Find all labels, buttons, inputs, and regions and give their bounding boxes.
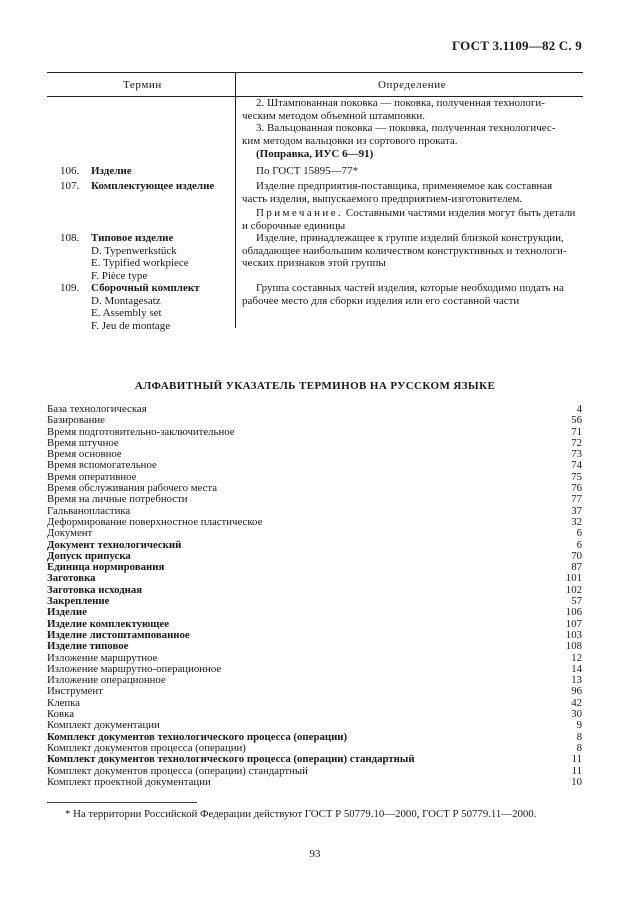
index-term: Изложение маршрутно-операционное	[47, 662, 222, 675]
index-term: Время вспомогательное	[47, 459, 157, 472]
index-entry	[47, 494, 582, 505]
index-page-ref: 103	[565, 628, 582, 641]
index-term: Изделие листоштампованное	[47, 628, 190, 641]
index-page-ref: 72	[571, 436, 582, 449]
index-list	[47, 404, 582, 788]
index-page-ref: 6	[576, 538, 582, 551]
index-page-ref: 101	[565, 572, 582, 585]
index-page-ref: 70	[571, 549, 582, 562]
index-term: Единица нормирования	[47, 561, 165, 574]
term-note: Примечание. Составными частями изделия могут быть детали и сборочные единицы	[242, 207, 576, 232]
index-page-ref: 75	[571, 470, 582, 483]
index-term: Комплект документов технологического процесса (операции)	[47, 730, 348, 743]
index-page-ref: 42	[571, 696, 582, 709]
index-entry	[47, 562, 582, 573]
term-number: 107.	[60, 180, 80, 192]
index-entry	[47, 675, 582, 686]
term-name: Изделие	[91, 165, 132, 177]
index-page-ref: 76	[571, 482, 582, 495]
index-term: Ковка	[47, 708, 75, 721]
index-term: Комплект документации	[47, 719, 160, 732]
index-term: Изложение маршрутное	[47, 651, 158, 664]
footnote-rule	[47, 802, 197, 803]
index-page-ref: 8	[576, 730, 582, 743]
column-divider	[235, 96, 236, 328]
index-entry	[47, 686, 582, 697]
index-term: Деформирование поверхностное пластическое	[47, 515, 263, 528]
term-definition: Изделие предприятия-поставщика, применяемое как составная часть изделия, выпускаемого предприятием-изготовителем.	[242, 180, 553, 205]
term-number: 106.	[60, 165, 80, 177]
index-page-ref: 30	[571, 708, 582, 721]
index-page-ref: 106	[565, 606, 582, 619]
index-page-ref: 108	[565, 640, 582, 653]
index-page-ref: 77	[571, 493, 582, 506]
index-entry	[47, 517, 582, 528]
index-term: Инструмент	[47, 685, 103, 698]
index-term: Время основное	[47, 448, 122, 461]
index-term: Изложение операционное	[47, 674, 166, 687]
index-term: Базирование	[47, 414, 105, 427]
index-page-ref: 71	[571, 425, 582, 438]
index-entry	[47, 596, 582, 607]
index-term: Изделие	[47, 606, 87, 619]
index-page-ref: 11	[571, 764, 582, 777]
index-entry	[47, 415, 582, 426]
index-page-ref: 9	[576, 719, 582, 732]
index-page-ref: 74	[571, 459, 582, 472]
term-name: Типовое изделие D. Typenwerkstück E. Typified workpiece F. Pièce type	[91, 232, 189, 282]
index-term: Изделие типовое	[47, 640, 129, 653]
index-term: Время подготовительно-заключительное	[47, 425, 235, 438]
index-page-ref: 32	[571, 515, 582, 528]
index-page-ref: 14	[571, 662, 582, 675]
index-term: Время оперативное	[47, 470, 137, 483]
index-term: База технологическая	[47, 403, 147, 415]
index-term: Время обслуживания рабочего места	[47, 482, 218, 495]
index-page-ref: 73	[571, 448, 582, 461]
index-page-ref: 57	[571, 595, 582, 608]
index-page-ref: 8	[576, 741, 582, 754]
index-entry	[47, 777, 582, 788]
index-term: Время штучное	[47, 436, 119, 449]
index-entry	[47, 698, 582, 709]
index-term: Комплект документов процесса (операции)	[47, 741, 246, 754]
index-page-ref: 13	[571, 674, 582, 687]
page-number: 93	[309, 848, 321, 860]
index-term: Гальванопластика	[47, 504, 131, 517]
index-page-ref: 10	[571, 775, 582, 788]
index-page-ref: 96	[571, 685, 582, 698]
index-page-ref: 102	[565, 583, 582, 596]
index-entry	[47, 585, 582, 596]
term-number: 108.	[60, 232, 80, 244]
index-page-ref: 6	[576, 527, 582, 540]
index-term: Комплект проектной документации	[47, 775, 211, 788]
index-entry	[47, 607, 582, 618]
index-term: Допуск припуска	[47, 549, 131, 562]
index-page-ref: 11	[571, 753, 582, 766]
column-header-term: Термин	[123, 79, 162, 91]
index-entry	[47, 427, 582, 438]
index-term: Время на личные потребности	[47, 493, 188, 506]
continued-definition: 2. Штампованная поковка — поковка, полученная технологи- ческим методом объемной штамповки. 3. Вальцованная поковка — поковка, полученная технологичес- ким методом вальцовки из сортового проката.	[242, 97, 556, 147]
index-page-ref: 107	[565, 617, 582, 630]
page-header: ГОСТ 3.1109—82 С. 9	[452, 38, 582, 53]
term-name: Комплектующее изделие	[91, 180, 215, 192]
index-page-ref: 56	[571, 414, 582, 427]
index-entry	[47, 528, 582, 539]
index-entry	[47, 438, 582, 449]
index-term: Заготовка	[47, 572, 96, 585]
index-entry	[47, 404, 582, 415]
index-entry	[47, 754, 582, 765]
index-term: Документ	[47, 527, 93, 540]
term-name: Сборочный комплект D. Montagesatz E. Assembly set F. Jeu de montage	[91, 282, 200, 332]
amendment-note: (Поправка, ИУС 6—91)	[256, 148, 374, 160]
column-header-definition: Определение	[378, 79, 447, 91]
index-page-ref: 87	[571, 561, 582, 574]
term-definition: Изделие, принадлежащее к группе изделий близкой конструкции, обладающее наибольшим количеством конструктивных и технологи- ческих признаков этой группы	[242, 232, 567, 269]
index-page-ref: 37	[571, 504, 582, 517]
index-page-ref: 12	[571, 651, 582, 664]
index-term: Комплект документов процесса (операции) стандартный	[47, 764, 308, 777]
table-top-rule	[47, 72, 583, 73]
term-number: 109.	[60, 282, 80, 294]
index-term: Изделие комплектующее	[47, 617, 169, 630]
index-entry	[47, 720, 582, 731]
index-page-ref: 4	[576, 403, 582, 415]
footnote: * На территории Российской Федерации действуют ГОСТ Р 50779.10—2000, ГОСТ Р 50779.11—2000.	[65, 808, 537, 820]
term-definition: Группа составных частей изделия, которые необходимо подать на рабочее место для сборки изделия или его составной части	[242, 282, 564, 307]
index-title: АЛФАВИТНЫЙ УКАЗАТЕЛЬ ТЕРМИНОВ НА РУССКОМ ЯЗЫКЕ	[134, 380, 496, 392]
term-definition: По ГОСТ 15895—77*	[256, 165, 359, 177]
index-term: Документ технологический	[47, 538, 182, 551]
index-term: Заготовка исходная	[47, 583, 143, 596]
index-entry	[47, 641, 582, 652]
index-term: Закрепление	[47, 595, 110, 608]
index-term: Комплект документов технологического процесса (операции) стандартный	[47, 753, 415, 766]
index-term: Клепка	[47, 696, 81, 709]
column-divider	[235, 72, 236, 96]
